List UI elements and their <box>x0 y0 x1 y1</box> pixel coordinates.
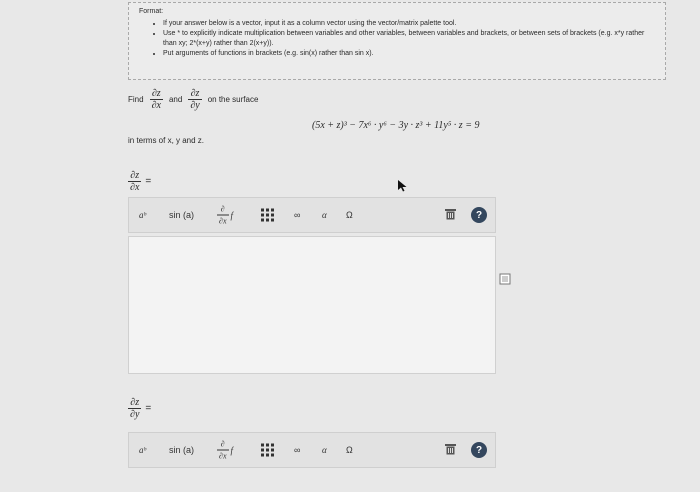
alpha-button[interactable]: α <box>322 445 327 455</box>
derivative-button[interactable]: $\frac{\partial}{\partial x}$ f <box>219 204 234 226</box>
alpha-button[interactable]: α <box>322 210 327 220</box>
trash-icon[interactable] <box>445 208 456 222</box>
format-bullet: • If your answer below is a vector, input it as a column vector using the vector/matrix palette tool. <box>163 19 655 29</box>
answer-input-dzdx[interactable] <box>128 236 496 374</box>
format-bullet: • Use * to explicitly indicate multiplication between variables and other variables, between variables and brackets, or between sets of brackets (e.g. x*y rather than xy; 2*(x+y) rather than 2(x+y)). <box>163 29 655 49</box>
partial-z-x: $\frac{\partial z}{\partial x}$ <box>151 88 161 111</box>
matrix-icon[interactable] <box>261 209 274 222</box>
format-bullet: • Put arguments of functions in brackets (e.g. sin(x) rather than sin x). <box>163 49 655 59</box>
omega-button[interactable]: Ω <box>346 210 353 220</box>
power-button[interactable]: aᵇ <box>139 445 146 455</box>
format-list <box>139 19 655 59</box>
surface-label: on the surface <box>207 95 259 104</box>
format-title: Format: <box>139 8 164 15</box>
question-text <box>128 88 258 111</box>
answer-label-dzdx: $\frac{\partial z}{\partial x}$ = <box>130 170 152 193</box>
surface-equation: (5x + z)³ − 7x⁶ · y⁶ − 3y · z³ + 11y⁵ · z = 9 <box>312 120 480 131</box>
notepad-icon[interactable] <box>499 273 511 285</box>
sin-button[interactable]: sin (a) <box>169 445 195 455</box>
omega-button[interactable]: Ω <box>346 445 353 455</box>
math-toolbar <box>128 432 496 468</box>
in-terms-text: in terms of x, y and z. <box>128 136 205 145</box>
mouse-cursor-icon <box>398 180 407 192</box>
power-button[interactable]: aᵇ <box>139 210 146 220</box>
partial-z-y: $\frac{\partial z}{\partial y}$ <box>190 88 200 111</box>
find-label: Find <box>128 95 144 104</box>
math-toolbar <box>128 197 496 233</box>
infinity-button[interactable]: ∞ <box>294 445 301 455</box>
answer-label-dzdy: $\frac{\partial z}{\partial y}$ = <box>130 397 152 420</box>
infinity-button[interactable]: ∞ <box>294 210 301 220</box>
sin-button[interactable]: sin (a) <box>169 210 195 220</box>
format-instructions <box>128 2 666 80</box>
help-button[interactable]: ? <box>471 207 487 223</box>
trash-icon[interactable] <box>445 443 456 457</box>
matrix-icon[interactable] <box>261 444 274 457</box>
and-label: and <box>168 95 183 104</box>
help-button[interactable]: ? <box>471 442 487 458</box>
derivative-button[interactable]: $\frac{\partial}{\partial x}$ f <box>219 439 234 461</box>
